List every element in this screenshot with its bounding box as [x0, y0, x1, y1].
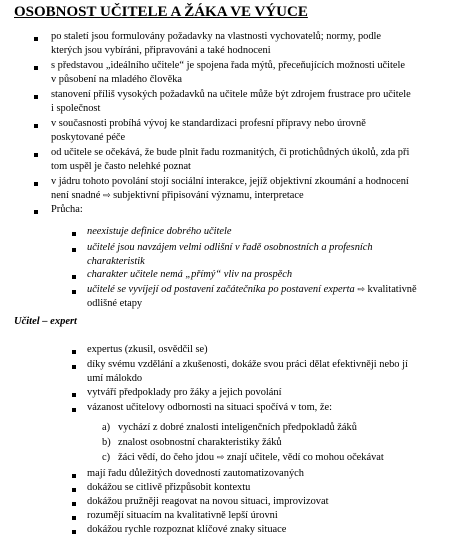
- list-item-line: odlišné etapy: [87, 298, 143, 309]
- arrow-right-icon: ⇨: [357, 285, 365, 295]
- arrow-right-icon: ⇨: [102, 191, 111, 201]
- list-item-line: díky svému vzdělání a zkušenosti, dokáže svou práci dělat efektivněji nebo jí: [87, 359, 408, 370]
- list-item-tail: kvalitativně: [367, 284, 417, 295]
- list-item-text: učitelé se vyvíjejí od postavení začátečníka po postavení experta: [87, 284, 355, 295]
- bullet-icon: [72, 365, 76, 369]
- bullet-icon: [72, 350, 76, 354]
- list-item-line: dokážou se citlivě přizpůsobit kontextu: [87, 482, 251, 493]
- list-item-line: kterých jsou vybíráni, připravováni a také hodnoceni: [51, 45, 271, 56]
- section-heading: Učitel – expert: [14, 316, 77, 327]
- list-item-line: dokážou rychle rozpoznat klíčové znaky situace: [87, 524, 287, 535]
- list-item-line: dokážou pružněji reagovat na novou situaci, improvizovat: [87, 496, 329, 507]
- bullet-icon: [72, 232, 76, 236]
- list-item-text: žáci vědí, do čeho jdou: [118, 452, 215, 463]
- list-item-line: s představou „ideálního učitele“ je spojena řada mýtů, přeceňujících možnosti učitele: [51, 60, 406, 71]
- list-item-line: vázanost učitelovy odbornosti na situaci spočívá v tom, že:: [87, 402, 332, 413]
- list-item-line: umí málokdo: [87, 373, 143, 384]
- list-item-line: vychází z dobré znalosti inteligenčních předpokladů žáků: [118, 422, 357, 433]
- bullet-icon: [72, 290, 76, 294]
- bullet-icon: [72, 530, 76, 534]
- list-item-line: vytváří předpoklady pro žáky a jejich povolání: [87, 387, 282, 398]
- list-item-line: učitelé jsou navzájem velmi odlišní v řadě osobnostních a profesních: [87, 242, 373, 253]
- list-item-line: i společnost: [51, 103, 101, 114]
- list-item-line: mají řadu důležitých dovedností zautomatizovaných: [87, 468, 304, 479]
- list-item-line: [51, 188, 304, 204]
- list-item-line: [118, 450, 384, 466]
- bullet-icon: [72, 474, 76, 478]
- list-item-line: charakter učitele nemá „přímý“ vliv na prospěch: [87, 269, 293, 280]
- bullet-icon: [72, 275, 76, 279]
- bullet-icon: [72, 516, 76, 520]
- bullet-icon: [72, 488, 76, 492]
- list-item-line: od učitele se očekává, že bude plnit řadu rozmanitých, či protichůdných úkolů, zda při: [51, 147, 410, 158]
- bullet-icon: [34, 95, 38, 99]
- list-item-line: v působení na mladého člověka: [51, 74, 182, 85]
- list-marker: c): [102, 452, 111, 463]
- list-item-line: rozumějí situacím na kvalitativně lepší úrovni: [87, 510, 278, 521]
- list-item-tail: znají učitele, vědí co mohou očekávat: [226, 452, 384, 463]
- bullet-icon: [72, 248, 76, 252]
- bullet-icon: [34, 66, 38, 70]
- list-item-text: není snadné: [51, 190, 101, 201]
- bullet-icon: [72, 408, 76, 412]
- list-marker: a): [102, 422, 111, 433]
- arrow-right-icon: ⇨: [216, 453, 225, 463]
- list-item-line: poskytované péče: [51, 132, 126, 143]
- list-item-line: tom uspěl je často nelehké poznat: [51, 161, 191, 172]
- page-title: OSOBNOST UČITELE A ŽÁKA VE VÝUCE: [14, 4, 308, 20]
- bullet-icon: [34, 182, 38, 186]
- list-item-line: stanovení příliš vysokých požadavků na učitele může být zdrojem frustrace pro učitele: [51, 89, 411, 100]
- list-item-line: v současnosti probíhá vývoj ke standardizaci profesní přípravy nebo úrovně: [51, 118, 366, 129]
- list-item-line: Průcha:: [51, 204, 83, 215]
- list-item-line: po staletí jsou formulovány požadavky na vlastnosti vychovatelů; normy, podle: [51, 31, 382, 42]
- list-item-line: expertus (zkusil, osvědčil se): [87, 344, 208, 355]
- bullet-icon: [34, 153, 38, 157]
- list-item-line: charakteristik: [87, 256, 145, 267]
- list-item-line: neexistuje definice dobrého učitele: [87, 226, 232, 237]
- list-item-line: v jádru tohoto povolání stojí sociální interakce, jejíž objektivní zkoumání a hodnocení: [51, 176, 409, 187]
- list-item-tail: subjektivní připisování významu, interpretace: [113, 190, 304, 201]
- bullet-icon: [72, 502, 76, 506]
- list-item-line: znalost osobnostní charakteristiky žáků: [118, 437, 282, 448]
- bullet-icon: [34, 124, 38, 128]
- bullet-icon: [34, 37, 38, 41]
- list-marker: b): [102, 437, 111, 448]
- bullet-icon: [34, 210, 38, 214]
- bullet-icon: [72, 393, 76, 397]
